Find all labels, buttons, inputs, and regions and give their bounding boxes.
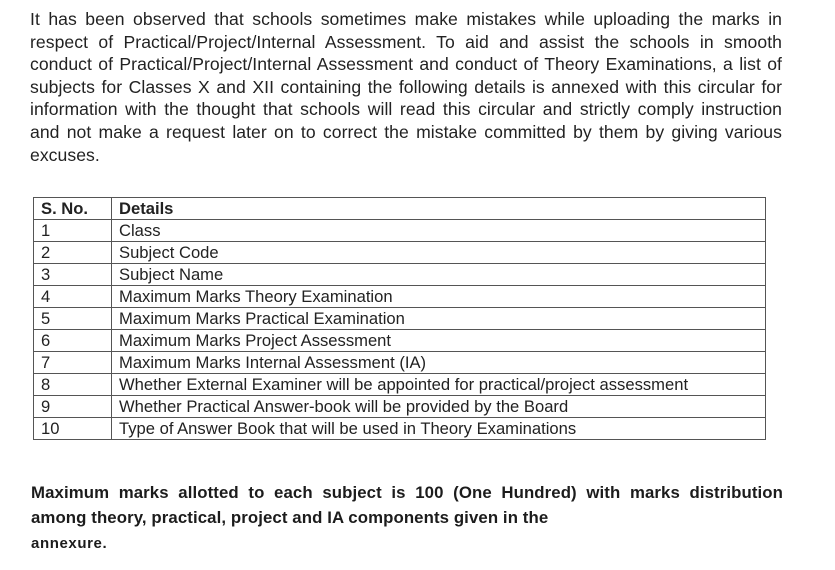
table-row	[34, 396, 766, 418]
cell-details: Maximum Marks Theory Examination	[112, 286, 766, 308]
table-row	[34, 374, 766, 396]
cell-sno: 1	[34, 220, 112, 242]
cell-sno: 7	[34, 352, 112, 374]
header-sno: S. No.	[34, 198, 112, 220]
cell-details: Maximum Marks Project Assessment	[112, 330, 766, 352]
cell-details: Whether External Examiner will be appointed for practical/project assessment	[112, 374, 766, 396]
details-table	[33, 197, 766, 440]
cell-sno: 10	[34, 418, 112, 440]
cell-details: Whether Practical Answer-book will be provided by the Board	[112, 396, 766, 418]
closing-text: Maximum marks allotted to each subject is 100 (One Hundred) with marks distribution among theory, practical, project and IA components given in the	[31, 483, 783, 527]
cell-details: Subject Code	[112, 242, 766, 264]
intro-paragraph: It has been observed that schools sometimes make mistakes while uploading the marks in respect of Practical/Project/Internal Assessment. To aid and assist the schools in smooth conduct of Practical/Project/Internal Assessment and conduct of Theory Examinations, a list of subjects for Classes X and XII containing the following details is annexed with this circular for information with the thought that schools will read this circular and strictly comply instruction and not make a request later on to correct the mistake committed by them by giving various excuses.	[30, 9, 782, 165]
table-row	[34, 242, 766, 264]
table-row	[34, 418, 766, 440]
cell-sno: 5	[34, 308, 112, 330]
closing-paragraph	[31, 480, 783, 556]
table-row	[34, 330, 766, 352]
table-row	[34, 286, 766, 308]
cell-sno: 6	[34, 330, 112, 352]
cell-details: Maximum Marks Internal Assessment (IA)	[112, 352, 766, 374]
closing-last-word: annexure.	[31, 535, 108, 552]
cell-sno: 8	[34, 374, 112, 396]
table-header-row	[34, 198, 766, 220]
cell-sno: 3	[34, 264, 112, 286]
table-row	[34, 308, 766, 330]
cell-details: Class	[112, 220, 766, 242]
cell-sno: 2	[34, 242, 112, 264]
table-row	[34, 352, 766, 374]
header-details: Details	[112, 198, 766, 220]
table-row	[34, 264, 766, 286]
cell-details: Maximum Marks Practical Examination	[112, 308, 766, 330]
cell-details: Subject Name	[112, 264, 766, 286]
cell-details: Type of Answer Book that will be used in Theory Examinations	[112, 418, 766, 440]
cell-sno: 9	[34, 396, 112, 418]
cell-sno: 4	[34, 286, 112, 308]
table-row	[34, 220, 766, 242]
